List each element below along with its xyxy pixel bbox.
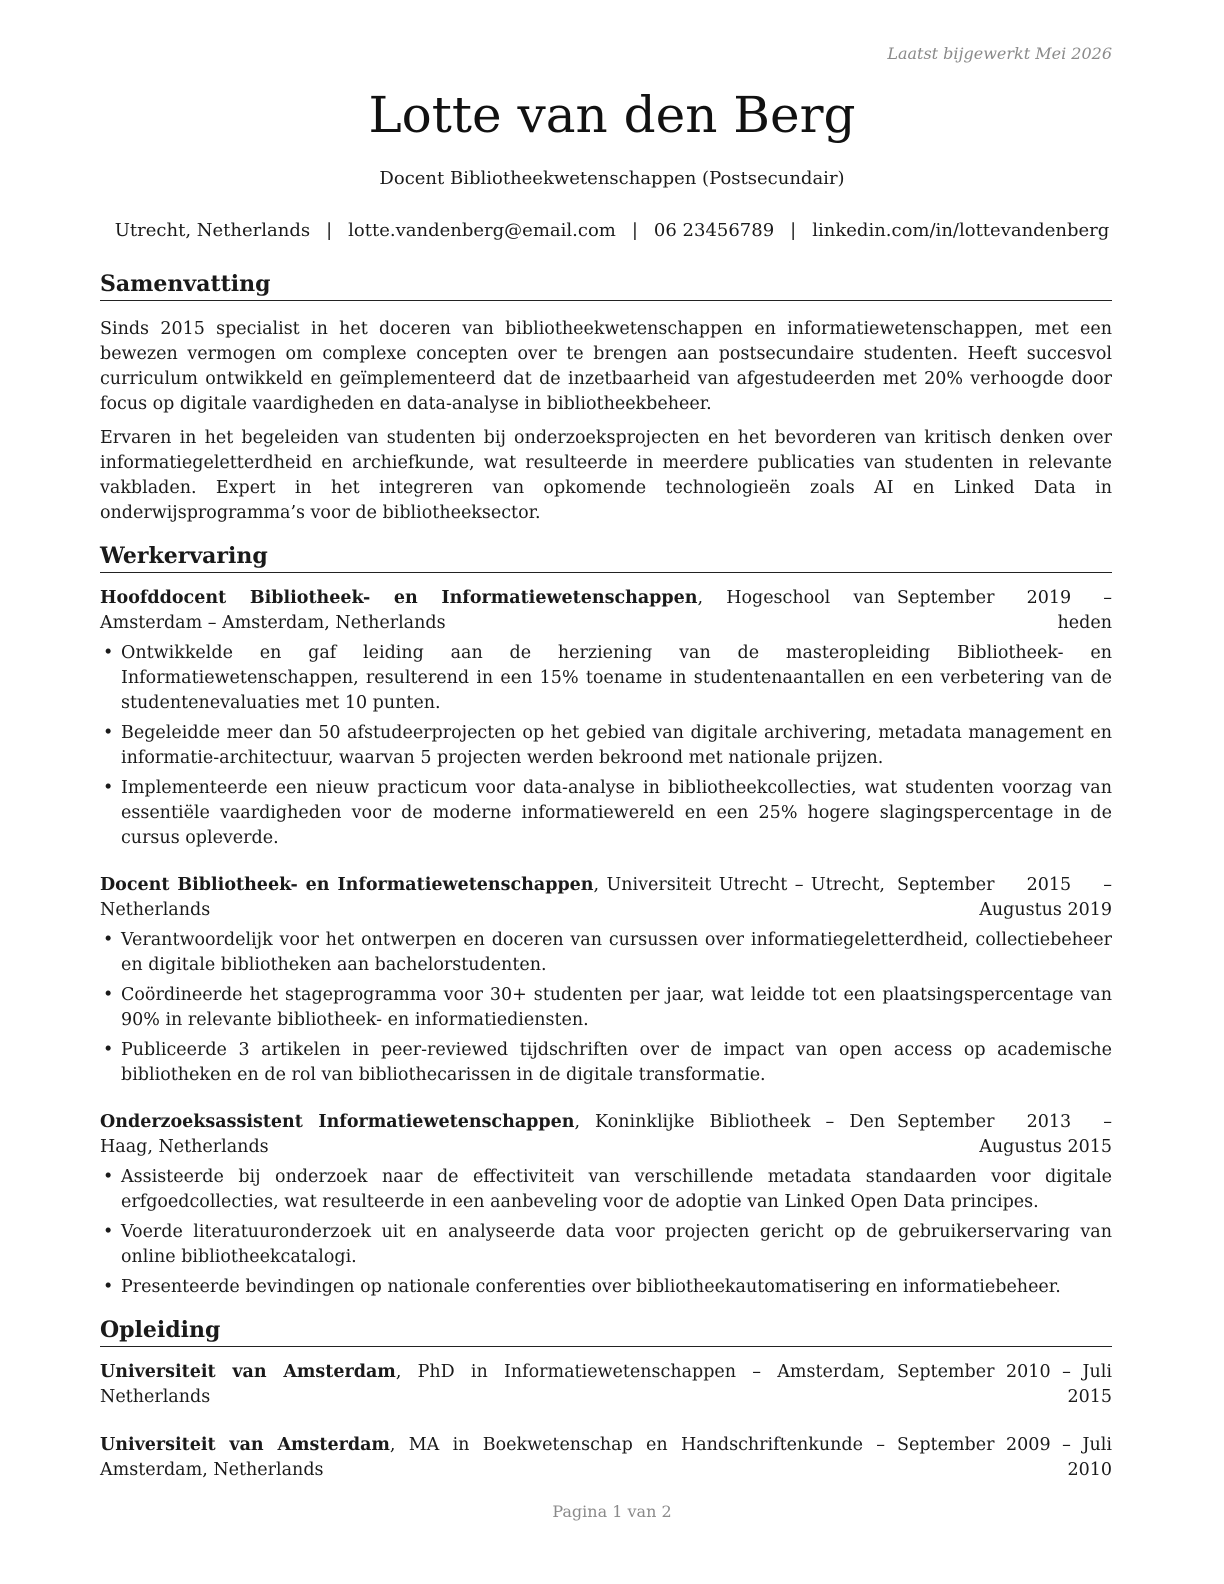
bullet-text: Assisteerde bij onderzoek naar de effectiviteit van verschillende metadata standaarden voor digitale erfgoedcollecties, wat resulteerde in een aanbeveling voor de adoptie van Linked Open Data principes. bbox=[121, 1167, 1112, 1212]
education-header bbox=[100, 1360, 1112, 1410]
education-dates: September 2010 – Juli 2015 bbox=[897, 1362, 1112, 1407]
contact-linkedin[interactable]: linkedin.com/in/lottevandenberg bbox=[812, 220, 1110, 241]
page-number: Pagina 1 van 2 bbox=[552, 1502, 672, 1521]
list-item bbox=[100, 721, 1112, 771]
job-title: Docent Bibliotheekwetenschappen (Postsecundair) bbox=[379, 168, 845, 189]
last-updated: Laatst bijgewerkt Mei 2026 bbox=[887, 44, 1112, 63]
education-school: Universiteit van Amsterdam bbox=[100, 1362, 396, 1382]
job-header bbox=[100, 1110, 1112, 1160]
list-item bbox=[100, 1275, 1112, 1300]
list-item bbox=[100, 776, 1112, 851]
education-detail: , MA in Boekwetenschap en Handschriftenkunde – Amsterdam, Netherlands bbox=[100, 1435, 885, 1480]
job-entry bbox=[100, 1110, 1112, 1300]
contact-phone[interactable]: 06 23456789 bbox=[653, 220, 775, 241]
education-school-degree bbox=[100, 1360, 885, 1410]
job-title-org bbox=[100, 873, 885, 923]
job-entry bbox=[100, 873, 1112, 1088]
bullet-text: Coördineerde het stageprogramma voor 30+ studenten per jaar, wat leidde tot een plaatsingspercentage van 90% in relevante bibliotheek- en informatiediensten. bbox=[121, 985, 1112, 1030]
education-entry bbox=[100, 1360, 1112, 1410]
section-heading-education: Opleiding bbox=[100, 1316, 1112, 1347]
job-org-text: , Koninklijke Bibliotheek – Den Haag, Netherlands bbox=[100, 1112, 885, 1157]
bullet-icon: • bbox=[103, 1167, 114, 1187]
job-header bbox=[100, 873, 1112, 923]
job-header bbox=[100, 586, 1112, 636]
job-title-text: Onderzoeksassistent Informatiewetenschappen bbox=[100, 1112, 575, 1132]
education-detail: , PhD in Informatiewetenschappen – Amsterdam, Netherlands bbox=[100, 1362, 886, 1407]
contact-email[interactable]: lotte.vandenberg@email.com bbox=[348, 220, 616, 241]
list-item bbox=[100, 1038, 1112, 1088]
bullet-icon: • bbox=[103, 643, 114, 663]
section-heading-summary: Samenvatting bbox=[100, 270, 1112, 301]
section-heading-experience: Werkervaring bbox=[100, 542, 1112, 573]
education-dates: September 2009 – Juli 2010 bbox=[897, 1435, 1112, 1480]
job-dates: September 2015 – Augustus 2019 bbox=[897, 875, 1112, 920]
resume-body bbox=[100, 270, 1112, 1483]
bullet-icon: • bbox=[103, 1222, 114, 1242]
bullet-text: Voerde literatuuronderzoek uit en analyseerde data voor projecten gericht op de gebruikerservaring van online bibliotheekcatalogi. bbox=[121, 1222, 1112, 1267]
job-bullets bbox=[100, 1165, 1112, 1300]
job-bullets bbox=[100, 641, 1112, 851]
bullet-icon: • bbox=[103, 1277, 114, 1297]
education-header bbox=[100, 1433, 1112, 1483]
job-org-text: , Hogeschool van Amsterdam – Amsterdam, Netherlands bbox=[100, 588, 885, 633]
contact-location: Utrecht, Netherlands bbox=[114, 220, 311, 241]
summary-paragraph: Ervaren in het begeleiden van studenten bij onderzoeksprojecten en het bevorderen van kritisch denken over informatiegeletterdheid en archiefkunde, wat resulteerde in meerdere publicaties van studenten in relevante vakbladen. Expert in het integreren van opkomende technologieën zoals AI en Linked Data in onderwijsprogramma’s voor de bibliotheeksector. bbox=[100, 428, 1112, 523]
bullet-text: Verantwoordelijk voor het ontwerpen en doceren van cursussen over informatiegeletterdheid, collectiebeheer en digitale bibliotheken aan bachelorstudenten. bbox=[121, 930, 1112, 975]
bullet-text: Ontwikkelde en gaf leiding aan de herziening van de masteropleiding Bibliotheek- en Informatiewetenschappen, resulterend in een 15% toename in studentenaantallen en een verbetering van de studentenevaluaties met 10 punten. bbox=[121, 643, 1112, 713]
job-title-org bbox=[100, 1110, 885, 1160]
education-entry bbox=[100, 1433, 1112, 1483]
contact-separator: | bbox=[326, 220, 333, 241]
education-school: Universiteit van Amsterdam bbox=[100, 1435, 390, 1455]
bullet-icon: • bbox=[103, 930, 114, 950]
bullet-icon: • bbox=[103, 985, 114, 1005]
job-entry bbox=[100, 586, 1112, 851]
bullet-text: Implementeerde een nieuw practicum voor data-analyse in bibliotheekcollecties, wat studenten voorzag van essentiële vaardigheden voor de moderne informatiewereld en een 25% hogere slagingspercentage in de cursus opleverde. bbox=[121, 778, 1112, 848]
bullet-icon: • bbox=[103, 1040, 114, 1060]
job-title-org bbox=[100, 586, 885, 636]
bullet-text: Presenteerde bevindingen op nationale conferenties over bibliotheekautomatisering en informatiebeheer. bbox=[121, 1277, 1061, 1297]
candidate-name: Lotte van den Berg bbox=[368, 86, 856, 144]
bullet-text: Publiceerde 3 artikelen in peer-reviewed tijdschriften over de impact van open access op academische bibliotheken en de rol van bibliothecarissen in de digitale transformatie. bbox=[121, 1040, 1112, 1085]
contact-separator: | bbox=[631, 220, 638, 241]
job-title-text: Docent Bibliotheek- en Informatiewetenschappen bbox=[100, 875, 594, 895]
job-org-text: , Universiteit Utrecht – Utrecht, Netherlands bbox=[100, 875, 885, 920]
job-title-text: Hoofddocent Bibliotheek- en Informatiewetenschappen bbox=[100, 588, 698, 608]
list-item bbox=[100, 1165, 1112, 1215]
contact-separator: | bbox=[790, 220, 797, 241]
list-item bbox=[100, 928, 1112, 978]
bullet-text: Begeleidde meer dan 50 afstudeerprojecten op het gebied van digitale archivering, metadata management en informatie-architectuur, waarvan 5 projecten werden bekroond met nationale prijzen. bbox=[121, 723, 1112, 768]
job-dates: September 2019 – heden bbox=[897, 588, 1112, 633]
bullet-icon: • bbox=[103, 778, 114, 798]
list-item bbox=[100, 641, 1112, 716]
list-item bbox=[100, 1220, 1112, 1270]
bullet-icon: • bbox=[103, 723, 114, 743]
list-item bbox=[100, 983, 1112, 1033]
job-dates: September 2013 – Augustus 2015 bbox=[897, 1112, 1112, 1157]
job-bullets bbox=[100, 928, 1112, 1088]
summary-paragraph: Sinds 2015 specialist in het doceren van bibliotheekwetenschappen en informatiewetenschappen, met een bewezen vermogen om complexe concepten over te brengen aan postsecundaire studenten. Heeft succesvol curriculum ontwikkeld en geïmplementeerd dat de inzetbaarheid van afgestudeerden met 20% verhoogde door focus op digitale vaardigheden en data-analyse in bibliotheekbeheer. bbox=[100, 319, 1112, 414]
education-school-degree bbox=[100, 1433, 885, 1483]
contact-line bbox=[0, 220, 1224, 241]
